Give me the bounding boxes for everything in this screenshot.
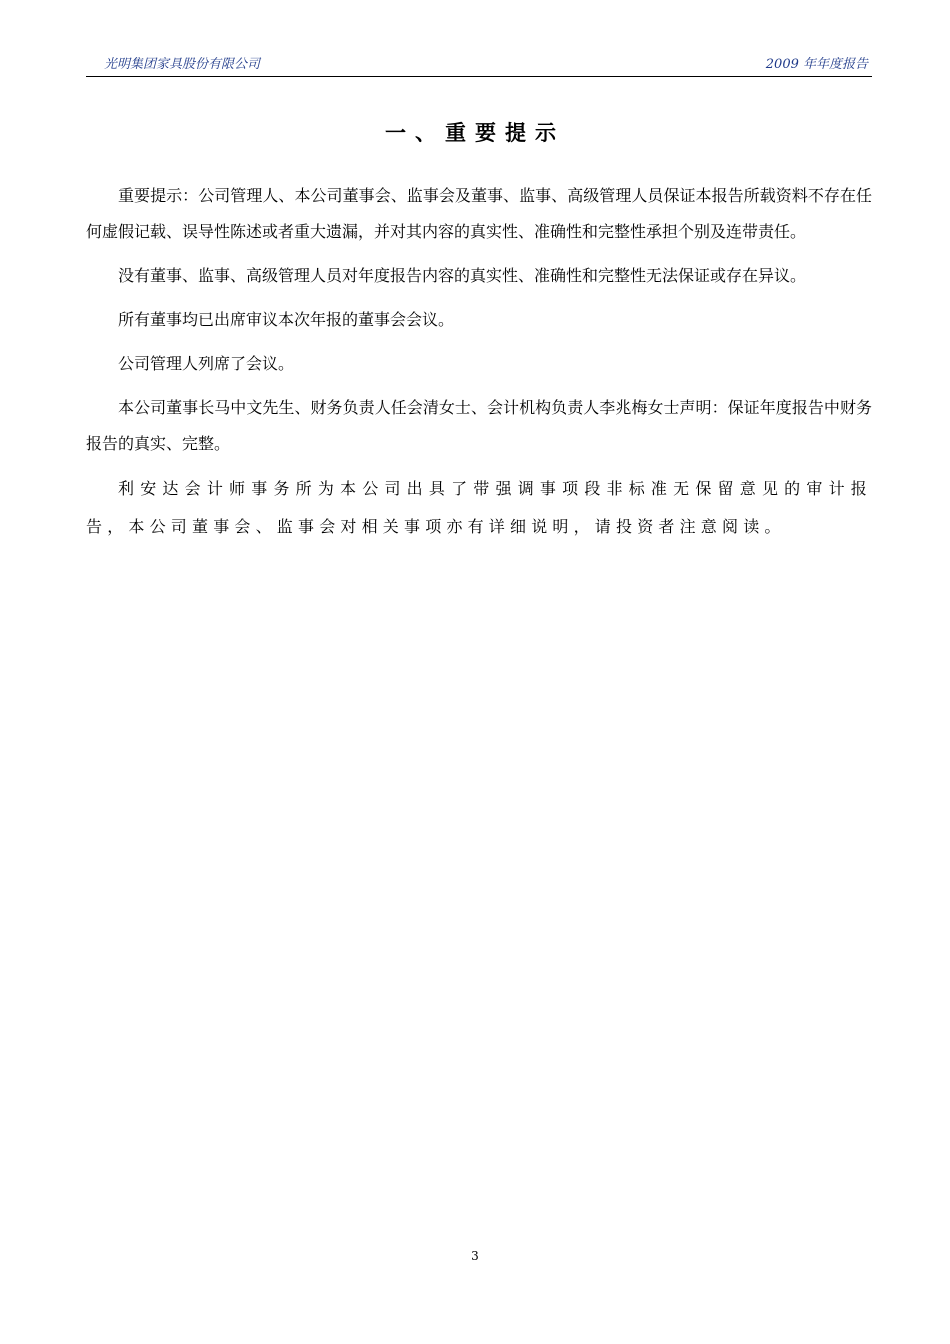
page-header [86, 56, 872, 77]
paragraph-administrator-attendance: 公司管理人列席了会议。 [118, 354, 295, 373]
section-body [86, 178, 872, 554]
paragraph-financial-statement-declaration: 本公司董事长马中文先生、财务负责人任会清女士、会计机构负责人李兆梅女士声明：保证年度报告中财务报告的真实、完整。 [86, 398, 872, 453]
paragraph-important-notice: 重要提示：公司管理人、本公司董事会、监事会及董事、监事、高级管理人员保证本报告所载资料不存在任何虚假记载、误导性陈述或者重大遗漏，并对其内容的真实性、准确性和完整性承担个别及连带责任。 [86, 186, 872, 241]
page-number: 3 [471, 1249, 479, 1263]
section-title: 一、重要提示 [385, 121, 565, 145]
paragraph-directors-attendance: 所有董事均已出席审议本次年报的董事会会议。 [118, 310, 455, 329]
header-company-name: 光明集团家具股份有限公司 [104, 57, 261, 72]
paragraph-no-objection: 没有董事、监事、高级管理人员对年度报告内容的真实性、准确性和完整性无法保证或存在异议。 [118, 266, 807, 285]
header-report-title: 2009 年年度报告 [765, 57, 868, 72]
paragraph-audit-opinion: 利安达会计师事务所为本公司出具了带强调事项段非标准无保留意见的审计报告，本公司董事会、监事会对相关事项亦有详细说明，请投资者注意阅读。 [86, 479, 872, 536]
